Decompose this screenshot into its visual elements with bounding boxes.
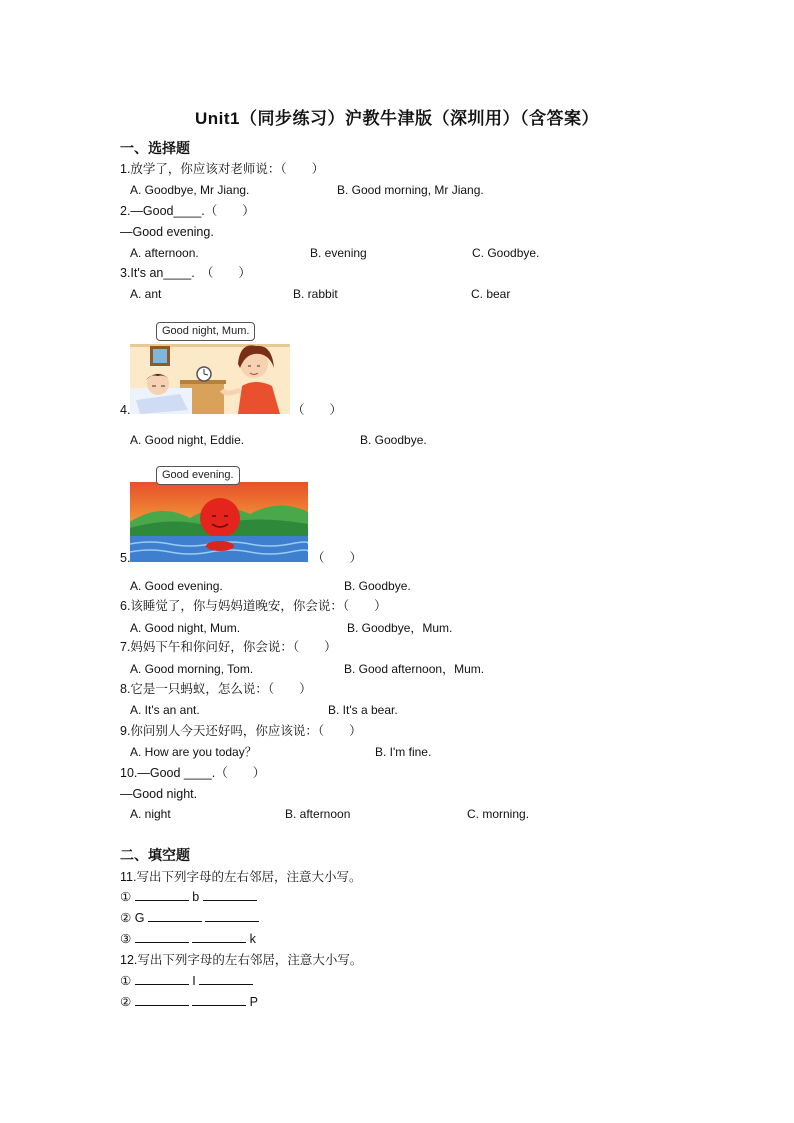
question-4-speech-bubble: Good night, Mum. [156,322,255,341]
question-5-answer-paren: （ ） [312,551,363,565]
question-2-stem: 2.—Good____.（ ） [120,204,255,218]
question-8-option-b: B. It's a bear. [328,703,398,717]
question-5-illustration [130,462,308,562]
question-12-stem: 12.写出下列字母的左右邻居，注意大小写。 [120,953,363,967]
question-11-stem: 11.写出下列字母的左右邻居，注意大小写。 [120,870,362,884]
question-10-stem: 10.—Good ____.（ ） [120,766,266,780]
question-9-option-a: A. How are you today？ [130,745,257,759]
fill-blank[interactable] [192,994,246,1006]
question-1-option-a: A. Goodbye, Mr Jiang. [130,183,250,197]
section-heading-fill: 二、填空题 [120,847,190,863]
question-10-option-c: C. morning. [467,807,530,821]
question-1-option-b: B. Good morning, Mr Jiang. [337,183,484,197]
question-12-row-2 [120,994,258,1010]
question-4-option-b: B. Goodbye. [360,433,427,447]
question-2-option-b: B. evening [310,246,367,260]
question-8-option-a: A. It's an ant. [130,703,200,717]
given-letter: G [134,911,145,925]
question-6-stem: 6.该睡觉了，你与妈妈道晚安，你会说：（ ） [120,599,387,613]
question-4-number: 4. [120,403,131,417]
fill-blank[interactable] [148,910,202,922]
question-11-row-2 [120,910,259,926]
question-10-option-a: A. night [130,807,171,821]
row-number: ② [120,911,132,925]
given-letter: k [249,932,256,946]
row-number: ② [120,995,132,1009]
fill-blank[interactable] [192,931,246,943]
row-number: ① [120,974,132,988]
row-number: ③ [120,932,132,946]
section-heading-choice: 一、选择题 [120,140,190,156]
row-number: ① [120,890,132,904]
question-7-option-a: A. Good morning, Tom. [130,662,254,676]
question-11-row-1 [120,889,257,905]
given-letter: I [192,974,196,988]
question-3-stem: 3.It's an____. （ ） [120,266,251,280]
fill-blank[interactable] [135,889,189,901]
question-6-option-b: B. Goodbye，Mum. [347,621,453,635]
question-2-option-a: A. afternoon. [130,246,199,260]
question-10-dialogue: —Good night. [120,787,198,801]
fill-blank[interactable] [199,973,253,985]
question-3-option-a: A. ant [130,287,162,301]
question-9-stem: 9.你问别人今天还好吗，你应该说：（ ） [120,724,362,738]
question-4-option-a: A. Good night, Eddie. [130,433,245,447]
question-2-dialogue: —Good evening. [120,225,214,239]
question-10-option-b: B. afternoon [285,807,351,821]
question-5-option-a: A. Good evening. [130,579,223,593]
question-8-stem: 8.它是一只蚂蚁，怎么说：（ ） [120,682,312,696]
question-4-illustration [130,320,292,414]
question-1-stem: 1.放学了，你应该对老师说：（ ） [120,162,325,176]
question-5-number: 5. [120,551,131,565]
question-3-option-c: C. bear [471,287,511,301]
fill-blank[interactable] [135,931,189,943]
question-7-stem: 7.妈妈下午和你问好，你会说：（ ） [120,640,337,654]
question-5-speech-bubble: Good evening. [156,466,240,485]
question-12-row-1 [120,973,253,989]
question-11-row-3 [120,931,256,947]
fill-blank[interactable] [203,889,257,901]
given-letter: b [192,890,200,904]
question-4-answer-paren: （ ） [292,403,343,417]
fill-blank[interactable] [135,994,189,1006]
question-3-option-b: B. rabbit [293,287,338,301]
fill-blank[interactable] [205,910,259,922]
question-9-option-b: B. I'm fine. [375,745,432,759]
question-7-option-b: B. Good afternoon，Mum. [344,662,485,676]
question-5-option-b: B. Goodbye. [344,579,411,593]
page-title: Unit1（同步练习）沪教牛津版（深圳用）（含答案） [195,109,599,128]
question-6-option-a: A. Good night, Mum. [130,621,241,635]
question-2-option-c: C. Goodbye. [472,246,540,260]
given-letter: P [249,995,259,1009]
fill-blank[interactable] [135,973,189,985]
